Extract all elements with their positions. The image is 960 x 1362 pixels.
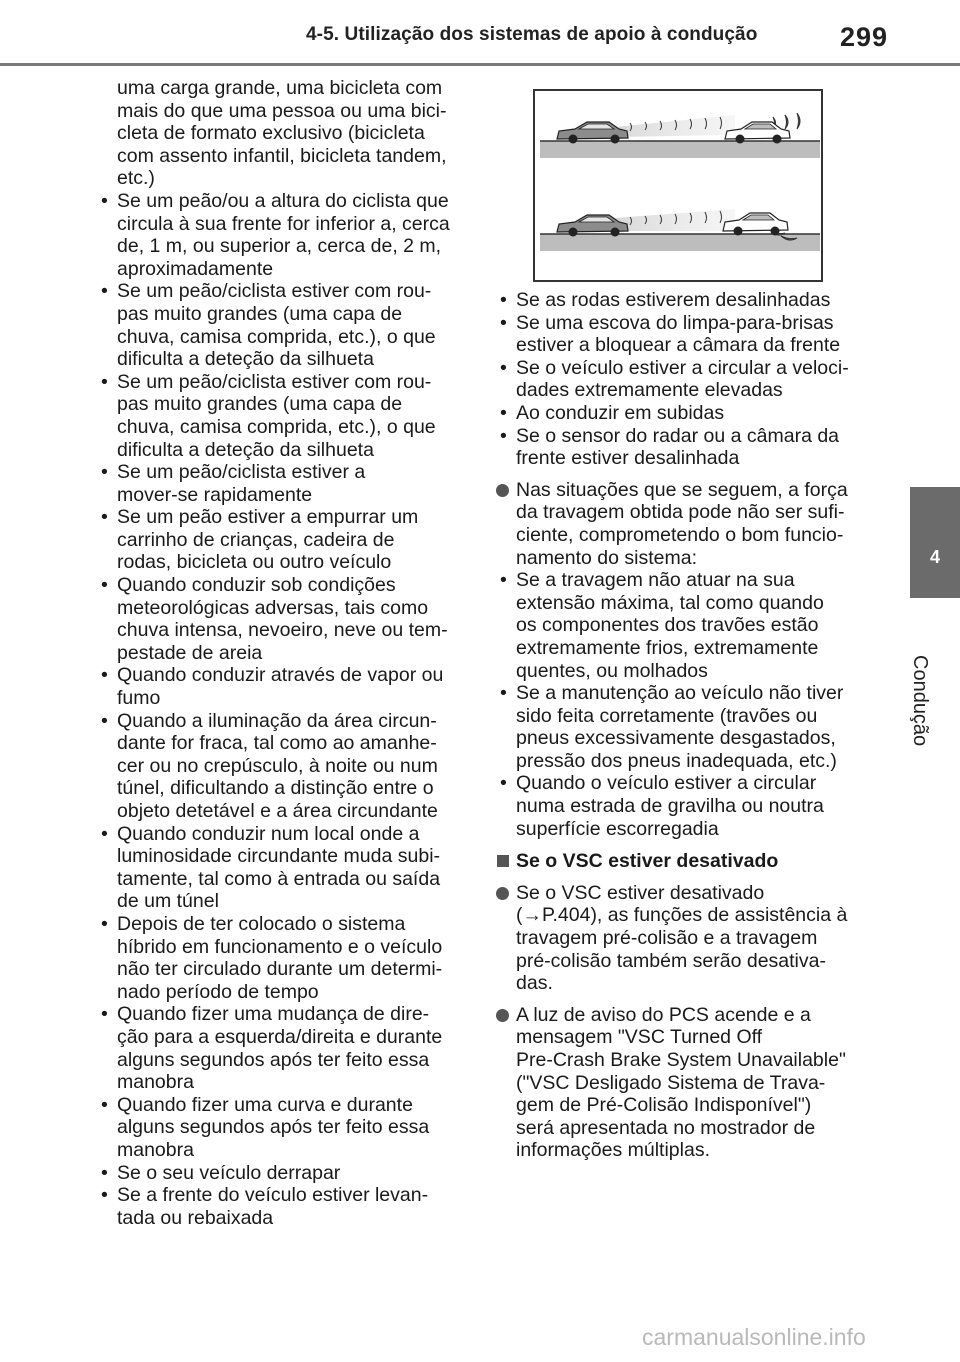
text-line: • Quando fizer uma curva e durante — [117, 1093, 413, 1116]
bullet-item — [97, 190, 467, 280]
text-line: Pre-Crash Brake System Unavailable" — [516, 1049, 846, 1071]
text-line: • Se a manutenção ao veículo não tiver — [516, 682, 844, 705]
text-line: híbrido em funcionamento e o veículo — [117, 935, 443, 958]
text-line: da travagem obtida pode não ser sufi- — [516, 501, 845, 524]
text-line: objeto detetável e a área circundante — [117, 800, 438, 822]
text-line: • Quando o veículo estiver a circular — [516, 772, 817, 795]
bullet-item — [97, 461, 467, 506]
text-line: • Quando conduzir num local onde a — [117, 822, 420, 845]
text-line: • Se a travagem não atuar na sua — [516, 569, 795, 592]
continued-text-line: cleta de formato exclusivo (bicicleta — [117, 122, 425, 145]
text-line: travagem pré-colisão e a travagem — [516, 927, 818, 950]
text-line: luminosidade circundante muda subi- — [117, 845, 441, 868]
text-line: • Se um peão estiver a empurrar um — [117, 506, 419, 529]
text-line: informações múltiplas. — [516, 1139, 710, 1162]
text-line: Se o VSC estiver desativado — [516, 850, 779, 873]
section-title: 4-5. Utilização dos sistemas de apoio à condução — [306, 24, 758, 45]
note-dot-icon — [496, 887, 509, 900]
text-line: extremamente frios, extremamente — [516, 636, 819, 659]
text-line: pré-colisão também serão desativa- — [516, 949, 826, 972]
text-line: • Quando conduzir através de vapor ou — [117, 664, 444, 687]
text-line: pressão dos pneus inadequada, etc.) — [516, 749, 837, 772]
text-line: ("VSC Desligado Sistema de Trava- — [516, 1071, 826, 1094]
bullet-item — [97, 574, 467, 664]
text-line: fumo — [117, 687, 161, 710]
text-line: • Se um peão/ciclista estiver com rou- — [117, 280, 432, 303]
text-line: pas muito grandes (uma capa de — [117, 393, 403, 416]
text-line: nado período de tempo — [117, 980, 319, 1003]
text-line: chuva, camisa comprida, etc.), o que — [117, 325, 436, 348]
bullet-item — [97, 280, 467, 370]
text-line: ciente, comprometendo o bom funcio- — [516, 523, 844, 546]
radar-beam-top — [615, 115, 735, 137]
text-line: aproximadamente — [117, 257, 274, 280]
heading-square-icon — [497, 855, 509, 867]
text-line: de um túnel — [117, 890, 219, 913]
text-line: meteorológicas adversas, tais como — [117, 596, 429, 619]
bullet-item — [496, 357, 870, 402]
bottom-scene — [540, 209, 820, 251]
watermark: carmanualsonline.info — [642, 1324, 866, 1350]
text-line: será apresentada no mostrador de — [516, 1116, 816, 1139]
text-line: não ter circulado durante um determi- — [117, 958, 443, 981]
page-number: 299 — [840, 22, 889, 52]
radar-illustration-svg — [535, 91, 821, 280]
radar-beam-bottom — [615, 209, 735, 231]
bullet-item — [97, 506, 467, 574]
bullet-item — [496, 569, 870, 682]
text-line: dificulta a deteção da silhueta — [117, 348, 374, 371]
text-line: mover-se rapidamente — [117, 483, 313, 506]
text-line: • Quando conduzir sob condições — [117, 574, 396, 597]
bullet-item — [496, 682, 870, 772]
bullet-item — [97, 1003, 467, 1093]
bullet-item — [97, 710, 467, 823]
note-item — [496, 1004, 870, 1162]
continued-text-line: com assento infantil, bicicleta tandem, — [117, 144, 447, 167]
chapter-tab — [910, 487, 960, 598]
text-line: • Se o seu veículo derrapar — [117, 1161, 341, 1184]
text-line: • Se um peão/ou a altura do ciclista que — [117, 189, 449, 212]
bullet-item — [97, 1094, 467, 1162]
radar-detection-illustration — [533, 89, 823, 282]
text-line: • Ao conduzir em subidas — [516, 401, 725, 424]
text-line: chuva intensa, nevoeiro, neve ou tem- — [117, 619, 448, 642]
text-line: das. — [516, 972, 553, 995]
text-line: manobra — [117, 1138, 194, 1161]
text-line: os componentes dos travões estão — [516, 614, 819, 637]
note-item — [496, 882, 870, 995]
text-line: dades extremamente elevadas — [516, 379, 783, 402]
text-line: pestade de areia — [117, 641, 263, 664]
text-line: • Se um peão/ciclista estiver a — [117, 461, 366, 484]
bullet-item — [496, 402, 870, 425]
text-line: dante for fraca, tal como ao amanhe- — [117, 732, 437, 755]
header-rule — [0, 63, 960, 66]
text-line: pas muito grandes (uma capa de — [117, 302, 403, 325]
text-line: sido feita corretamente (travões ou — [516, 704, 818, 727]
text-line: túnel, dificultando a distinção entre o — [117, 777, 434, 800]
chapter-label — [901, 655, 960, 755]
bullet-item — [97, 1184, 467, 1229]
text-line: rodas, bicicleta ou outro veículo — [117, 551, 392, 574]
text-line: gem de Pré-Colisão Indisponível") — [516, 1094, 812, 1117]
bullet-item — [97, 371, 467, 461]
note-dot-icon — [496, 484, 509, 497]
text-line: • Se um peão/ciclista estiver com rou- — [117, 370, 432, 393]
bullet-item — [496, 772, 870, 840]
bullet-item — [97, 823, 467, 913]
text-line: extensão máxima, tal como quando — [516, 591, 824, 614]
right-column — [496, 289, 870, 1162]
continued-text-line: uma carga grande, uma bicicleta com — [117, 77, 443, 99]
text-line: • Se a frente do veículo estiver levan- — [117, 1184, 429, 1207]
text-line: dificulta a deteção da silhueta — [117, 438, 374, 461]
text-line: frente estiver desalinhada — [516, 447, 740, 470]
text-line: superfície escorregadia — [516, 817, 719, 840]
text-line: cer ou no crepúsculo, à noite ou num — [117, 754, 438, 777]
top-scene — [540, 113, 820, 158]
text-line: circula à sua frente for inferior a, cerca — [117, 212, 450, 235]
bullet-item — [496, 289, 870, 312]
text-line: de, 1 m, ou superior a, cerca de, 2 m, — [117, 235, 442, 258]
text-line: tada ou rebaixada — [117, 1206, 274, 1229]
continued-text-line: etc.) — [117, 167, 155, 190]
text-line: chuva, camisa comprida, etc.), o que — [117, 415, 436, 438]
bullet-item — [97, 913, 467, 1003]
text-line: carrinho de crianças, cadeira de — [117, 528, 395, 551]
left-column — [97, 77, 467, 1229]
text-line: ção para a esquerda/direita e durante — [117, 1025, 443, 1048]
note-dot-icon — [496, 1009, 509, 1022]
text-line: manobra — [117, 1071, 194, 1094]
text-line: tamente, tal como à entrada ou saída — [117, 867, 441, 890]
bullet-item — [97, 1162, 467, 1185]
text-line: • Se uma escova do limpa-para-brisas — [516, 311, 834, 334]
note-item — [496, 479, 870, 569]
text-line: numa estrada de gravilha ou noutra — [516, 795, 824, 818]
road-surface-bottom — [540, 234, 820, 251]
text-line: alguns segundos após ter feito essa — [117, 1048, 430, 1071]
chapter-label-text: Condução — [909, 655, 931, 747]
text-line: • Se o sensor do radar ou a câmara da — [516, 424, 840, 447]
text-line: Nas situações que se seguem, a força — [516, 478, 848, 501]
text-line: alguns segundos após ter feito essa — [117, 1116, 430, 1139]
page-header — [0, 0, 960, 70]
text-line: quentes, ou molhados — [516, 659, 708, 682]
text-line: • Depois de ter colocado o sistema — [117, 912, 406, 935]
text-line: (→P.404), as funções de assistência à — [516, 904, 848, 927]
text-line: • Quando fizer uma mudança de dire- — [117, 1003, 430, 1026]
text-line: A luz de aviso do PCS acende e a — [516, 1003, 811, 1026]
text-line: mensagem "VSC Turned Off — [516, 1026, 763, 1049]
text-line: • Quando a iluminação da área circun- — [117, 709, 437, 732]
text-line: estiver a bloquear a câmara da frente — [516, 334, 841, 357]
text-line: pneus excessivamente desgastados, — [516, 727, 836, 750]
text-line: • Se o veículo estiver a circular a veloci- — [516, 356, 849, 379]
text-line: Se o VSC estiver desativado — [516, 881, 765, 904]
road-surface-top — [540, 141, 820, 158]
text-line: • Se as rodas estiverem desalinhadas — [516, 289, 831, 311]
chapter-number: 4 — [929, 547, 940, 567]
bullet-item — [496, 312, 870, 357]
bullet-item — [496, 425, 870, 470]
bullet-item — [97, 664, 467, 709]
section-heading — [496, 850, 870, 873]
text-line: namento do sistema: — [516, 546, 698, 569]
continued-text-line: mais do que uma pessoa ou uma bici- — [117, 99, 447, 122]
